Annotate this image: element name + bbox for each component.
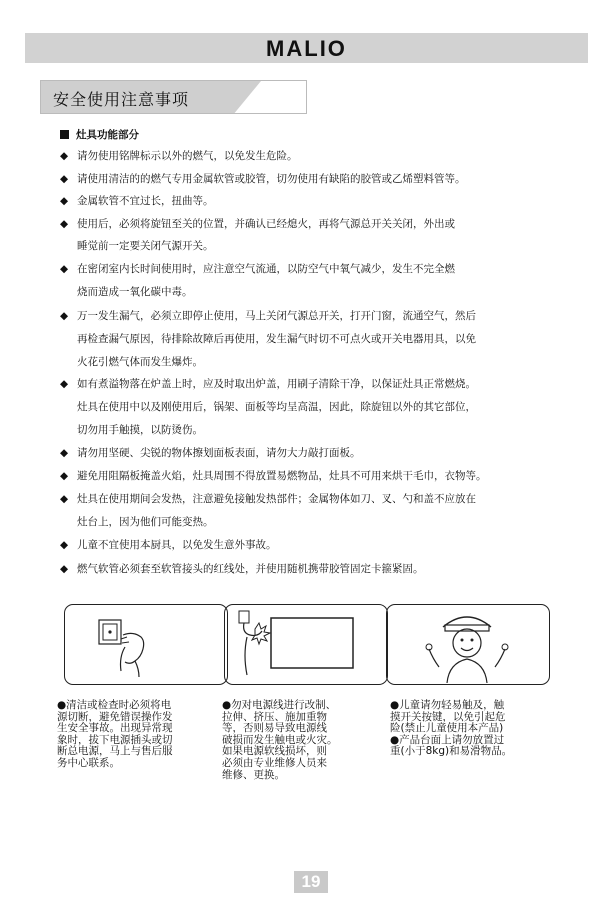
instruction-line bbox=[60, 399, 476, 414]
instruction-line bbox=[60, 148, 298, 163]
instruction-text: 如有煮溢物落在炉盖上时，应及时取出炉盖，用刷子清除干净，以保证灶具正常燃烧。 bbox=[77, 378, 476, 390]
instruction-line bbox=[60, 308, 476, 323]
instruction-text: 避免用阻隔板掩盖火焰，灶具周围不得放置易燃物品，灶具不可用来烘干毛巾，衣物等。 bbox=[77, 470, 487, 482]
instruction-line bbox=[60, 537, 277, 552]
instruction-line bbox=[60, 238, 214, 253]
caption-cord: ●勿对电源线进行改制、 拉伸、挤压、施加重物 等，否则易导致电源线 破损而发生触电或火灾。 如果电源软线损坏，则 必须由专业维修人员来 维修、更换。 bbox=[222, 699, 338, 781]
subsection-title: 灶具功能部分 bbox=[76, 129, 139, 141]
instruction-line bbox=[60, 445, 361, 460]
instruction-line bbox=[60, 261, 455, 276]
diamond-bullet-icon: ◆ bbox=[60, 263, 69, 275]
brand-logo: MALIO bbox=[266, 36, 347, 61]
power-cord-icon bbox=[225, 605, 387, 684]
instruction-text: 再检查漏气原因，待排除故障后再使用，发生漏气时切不可点火或开关电器用具，以免 bbox=[77, 333, 476, 345]
instruction-text: 请勿使用铭牌标示以外的燃气，以免发生危险。 bbox=[77, 150, 298, 162]
illustration-child bbox=[386, 604, 550, 685]
instruction-line bbox=[60, 193, 214, 208]
square-bullet-icon bbox=[60, 130, 69, 139]
diamond-bullet-icon: ◆ bbox=[60, 447, 69, 459]
instruction-line bbox=[60, 331, 476, 346]
instruction-text: 金属软管不宜过长，扭曲等。 bbox=[77, 195, 214, 207]
subsection-heading bbox=[60, 127, 139, 142]
instruction-text: 在密闭室内长时间使用时，应注意空气流通，以防空气中氧气减少，发生不完全燃 bbox=[77, 263, 455, 275]
instruction-text: 灶具在使用中以及刚使用后，锅架、面板等均呈高温，因此，除旋钮以外的其它部位， bbox=[77, 401, 476, 413]
instruction-text: 灶台上，因为他们可能变热。 bbox=[77, 516, 214, 528]
child-icon bbox=[387, 605, 549, 684]
instruction-line bbox=[60, 376, 476, 391]
section-title: 安全使用注意事项 bbox=[53, 90, 190, 109]
instruction-text: 万一发生漏气，必须立即停止使用，马上关闭气源总开关，打开门窗，流通空气，然后 bbox=[77, 310, 476, 322]
diamond-bullet-icon: ◆ bbox=[60, 493, 69, 505]
page-number: 19 bbox=[294, 871, 328, 893]
diamond-bullet-icon: ◆ bbox=[60, 470, 69, 482]
instruction-line bbox=[60, 284, 193, 299]
instruction-line bbox=[60, 354, 203, 369]
instruction-text: 燃气软管必须套至软管接头的红线处，并使用随机携带胶管固定卡箍紧固。 bbox=[77, 563, 424, 575]
instruction-line bbox=[60, 491, 476, 506]
caption-unplug: ●清洁或检查时必须将电 源切断，避免错误操作发 生安全事故。出现异常现 象时，拔下电源插头或切 断总电源，马上与售后服 务中心联系。 bbox=[57, 699, 173, 769]
section-title-box bbox=[40, 80, 307, 114]
instruction-text: 火花引燃气体而发生爆炸。 bbox=[77, 356, 203, 368]
instruction-text: 请勿用坚硬、尖锐的物体擦划面板表面，请勿大力敲打面板。 bbox=[77, 447, 361, 459]
instruction-text: 切勿用手触摸，以防烫伤。 bbox=[77, 424, 203, 436]
illustration-unplug bbox=[64, 604, 228, 685]
diamond-bullet-icon: ◆ bbox=[60, 195, 69, 207]
instruction-line bbox=[60, 171, 466, 186]
instruction-line bbox=[60, 514, 214, 529]
header-bar bbox=[25, 33, 588, 63]
instruction-text: 请使用清洁的的燃气专用金属软管或胶管，切勿使用有缺陷的胶管或乙烯塑料管等。 bbox=[77, 173, 466, 185]
diamond-bullet-icon: ◆ bbox=[60, 378, 69, 390]
instruction-line bbox=[60, 561, 424, 576]
instruction-text: 烧而造成一氧化碳中毒。 bbox=[77, 286, 193, 298]
diamond-bullet-icon: ◆ bbox=[60, 173, 69, 185]
illustration-cord bbox=[224, 604, 388, 685]
diamond-bullet-icon: ◆ bbox=[60, 563, 69, 575]
diamond-bullet-icon: ◆ bbox=[60, 218, 69, 230]
instruction-text: 儿童不宜使用本厨具，以免发生意外事故。 bbox=[77, 539, 277, 551]
plug-socket-icon bbox=[65, 605, 227, 684]
instruction-text: 使用后，必须将旋钮至关的位置，并确认已经熄火，再将气源总开关关闭，外出或 bbox=[77, 218, 455, 230]
instruction-line bbox=[60, 422, 203, 437]
instruction-text: 灶具在使用期间会发热，注意避免接触发热部件；金属物体如刀、叉、勺和盖不应放在 bbox=[77, 493, 476, 505]
diamond-bullet-icon: ◆ bbox=[60, 150, 69, 162]
diamond-bullet-icon: ◆ bbox=[60, 539, 69, 551]
instruction-line bbox=[60, 468, 487, 483]
diamond-bullet-icon: ◆ bbox=[60, 310, 69, 322]
caption-child: ●儿童请勿轻易触及，触 摸开关按键，以免引起危 险(禁止儿童使用本产品) ●产品台面上请勿放置过 重(小于8kg)和易滑物品。 bbox=[390, 699, 513, 758]
instruction-text: 睡觉前一定要关闭气源开关。 bbox=[77, 240, 214, 252]
instruction-line bbox=[60, 216, 455, 231]
